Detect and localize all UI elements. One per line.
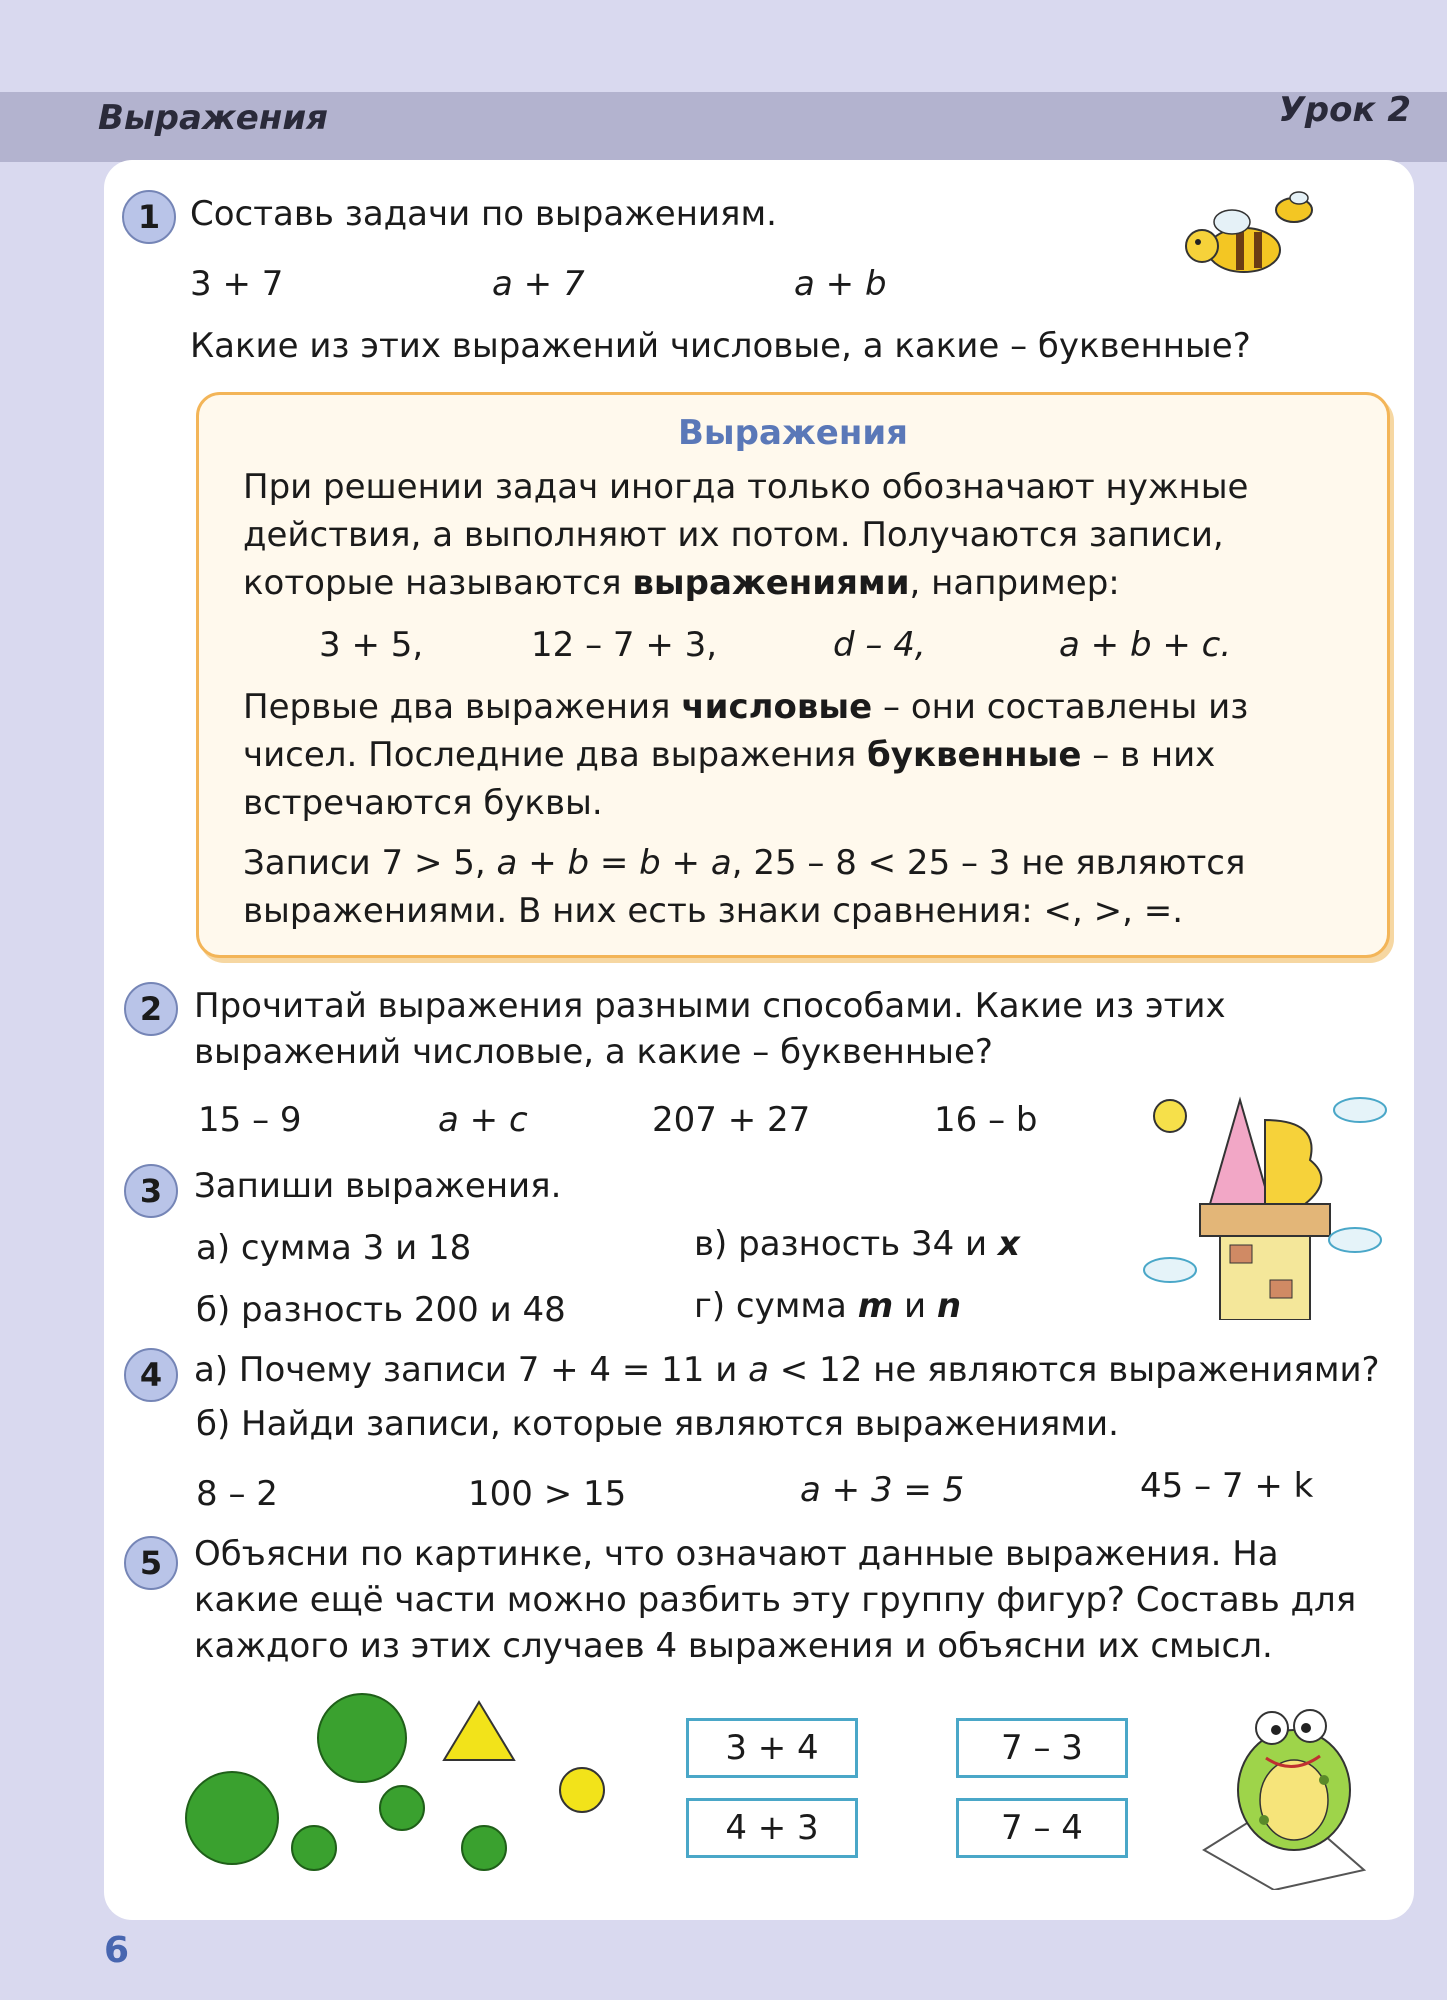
rule-example-1: 3 + 5,: [319, 625, 424, 665]
rule-line-6: встречаются буквы.: [243, 783, 603, 823]
task1-expr-1: 3 + 7: [190, 264, 284, 304]
rule-line-2: действия, а выполняют их потом. Получаются записи,: [243, 515, 1224, 555]
small-green-circle: [462, 1826, 506, 1870]
task5-line-3: каждого из этих случаев 4 выражения и объясни их смысл.: [194, 1626, 1273, 1666]
rule-line-5: чисел. Последние два выражения буквенные – в них: [243, 735, 1216, 775]
task2-line-1: Прочитай выражения разными способами. Какие из этих: [194, 986, 1226, 1026]
expression-box-3: 4 + 3: [686, 1798, 858, 1858]
rule-line-4: Первые два выражения числовые – они составлены из: [243, 687, 1249, 727]
big-green-circle: [318, 1694, 406, 1782]
expression-box-2: 7 – 3: [956, 1718, 1128, 1778]
rule-example-4: a + b + c.: [1059, 625, 1232, 665]
task1-expr-2: a + 7: [492, 264, 585, 304]
yellow-circle-shape: [552, 1760, 612, 1820]
task-number-5: 5: [124, 1536, 178, 1590]
rule-line-8: выражениями. В них есть знаки сравнения: <, >, =.: [243, 891, 1184, 931]
rule-example-2: 12 – 7 + 3,: [531, 625, 718, 665]
rule-line-7: Записи 7 > 5, a + b = b + a, 25 – 8 < 25 – 3 не являются: [243, 843, 1246, 883]
rule-title: Выражения: [678, 413, 908, 453]
task4-expr-3: a + 3 = 5: [800, 1470, 965, 1510]
task3-line-1: Запиши выражения.: [194, 1166, 562, 1206]
rule-line-1: При решении задач иногда только обозначают нужные: [243, 467, 1249, 507]
task2-expr-3: 207 + 27: [652, 1100, 811, 1140]
yellow-triangle: [444, 1702, 514, 1760]
task3-item-g: г) сумма m и n: [694, 1286, 962, 1326]
task5-line-2: какие ещё части можно разбить эту группу фигур? Составь для: [194, 1580, 1357, 1620]
task5-line-1: Объясни по картинке, что означают данные выражения. На: [194, 1534, 1279, 1574]
frog-illustration: [1184, 1680, 1394, 1890]
task4-expr-4: 45 – 7 + k: [1140, 1466, 1314, 1506]
bee-illustration: [1174, 188, 1324, 288]
section-title: Выражения: [98, 98, 328, 138]
shapes-group: [184, 1690, 544, 1900]
page-number: 6: [104, 1930, 130, 1971]
task3-item-v: в) разность 34 и x: [694, 1224, 1020, 1264]
rule-box: [196, 392, 1390, 958]
expression-box-4: 7 – 4: [956, 1798, 1128, 1858]
rule-line-3: которые называются выражениями, например:: [243, 563, 1120, 603]
rule-example-3: d – 4,: [833, 625, 926, 665]
task4-expr-1: 8 – 2: [196, 1474, 278, 1514]
small-green-circle: [292, 1826, 336, 1870]
small-green-circle: [380, 1786, 424, 1830]
task1-expr-3: a + b: [794, 264, 887, 304]
task4-line-2: б) Найди записи, которые являются выражениями.: [196, 1404, 1119, 1444]
task-number-3: 3: [124, 1164, 178, 1218]
big-green-circle: [186, 1772, 278, 1864]
expression-box-1: 3 + 4: [686, 1718, 858, 1778]
task1-question: Какие из этих выражений числовые, а какие – буквенные?: [190, 326, 1251, 366]
letters-tower-illustration: [1140, 1080, 1390, 1320]
task-number-2: 2: [124, 982, 178, 1036]
task2-expr-2: a + c: [438, 1100, 528, 1140]
task2-line-2: выражений числовые, а какие – буквенные?: [194, 1032, 993, 1072]
task4-expr-2: 100 > 15: [468, 1474, 627, 1514]
lesson-title: Урок 2: [1278, 90, 1411, 130]
task2-expr-1: 15 – 9: [198, 1100, 302, 1140]
task2-expr-4: 16 – b: [934, 1100, 1038, 1140]
task3-item-a: а) сумма 3 и 18: [196, 1228, 472, 1268]
task4-line-1: а) Почему записи 7 + 4 = 11 и a < 12 не являются выражениями?: [194, 1350, 1380, 1390]
task3-item-b: б) разность 200 и 48: [196, 1290, 566, 1330]
task1-text: Составь задачи по выражениям.: [190, 194, 777, 234]
page-content: [104, 160, 1414, 1920]
task-number-4: 4: [124, 1348, 178, 1402]
task-number-1: 1: [122, 190, 176, 244]
